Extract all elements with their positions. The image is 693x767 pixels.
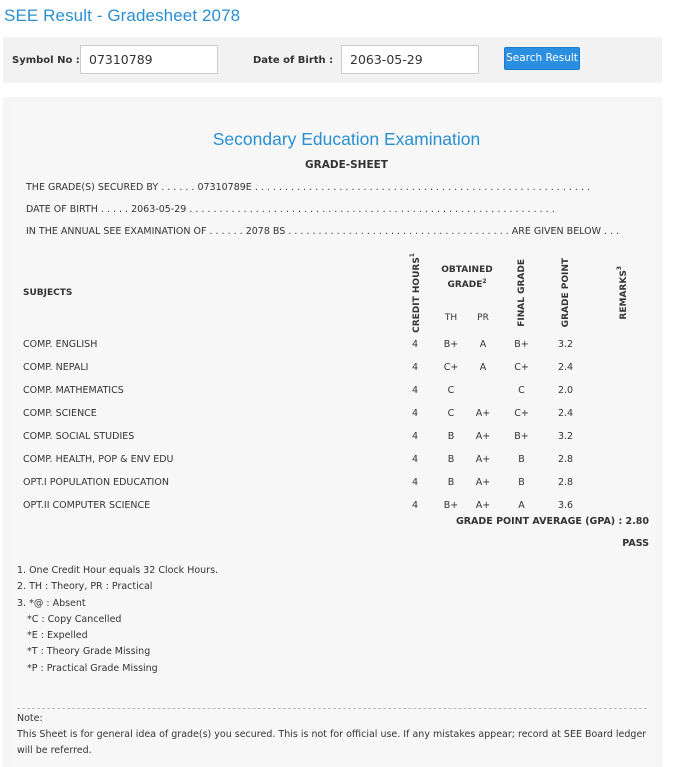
final-grade-cell: A	[518, 499, 525, 511]
final-grade-cell: C	[518, 384, 525, 396]
remarks-cell	[587, 379, 656, 402]
pr-cell: A+	[475, 453, 491, 465]
credit-cell: 4	[411, 338, 419, 350]
remarks-cell	[587, 471, 656, 494]
grade-point-cell: 3.2	[557, 338, 574, 350]
th-cell: B	[447, 476, 455, 488]
result-status: PASS	[622, 538, 649, 549]
subject-cell: COMP. HEALTH, POP & ENV EDU	[23, 453, 174, 465]
final-grade-cell: B	[518, 476, 525, 488]
final-grade-cell: B+	[514, 338, 529, 350]
remarks-cell	[587, 425, 656, 448]
final-grade-cell: C+	[514, 361, 529, 373]
table-row	[14, 494, 656, 517]
table-row	[14, 379, 656, 402]
credit-cell: 4	[411, 407, 419, 419]
grade-point-cell: 2.0	[557, 384, 574, 396]
secured-by-line: THE GRADE(S) SECURED BY . . . . . . 07310789E . . . . . . . . . . . . . . . . . . . . . . . . . . . . . . . . . . . . . . . . . . . . . . . . . . . . . . . .	[26, 182, 591, 193]
credit-cell: 4	[411, 499, 419, 511]
footnote-item: *E : Expelled	[27, 630, 88, 642]
remarks-header: REMARKS$^3$	[615, 266, 629, 320]
subject-cell: OPT.II COMPUTER SCIENCE	[23, 499, 151, 511]
table-row	[14, 402, 656, 425]
remarks-cell	[587, 333, 656, 356]
final-grade-cell: B+	[514, 430, 529, 442]
final-grade-cell: B	[518, 453, 525, 465]
note-heading: Note:	[17, 713, 43, 724]
gpa-line: GRADE POINT AVERAGE (GPA) : 2.80	[455, 516, 649, 527]
credit-hours-header: CREDIT HOURS$^1$	[409, 253, 422, 333]
footnote-item: 3. *@ : Absent	[17, 597, 86, 609]
th-header: TH	[444, 312, 458, 323]
dob-label: Date of Birth :	[253, 55, 334, 66]
th-cell: C	[447, 384, 455, 396]
credit-cell: 4	[411, 430, 419, 442]
pr-cell: A+	[475, 499, 491, 511]
credit-cell: 4	[411, 476, 419, 488]
pr-cell: A	[479, 338, 487, 350]
exam-title: Secondary Education Examination	[212, 129, 481, 149]
subject-cell: COMP. NEPALI	[23, 361, 89, 373]
credit-cell: 4	[411, 384, 419, 396]
disclaimer-note	[17, 711, 647, 759]
dob-line: DATE OF BIRTH . . . . . 2063-05-29 . . . . . . . . . . . . . . . . . . . . . . . . . . . . . . . . . . . . . . . . . . . . . . . . . . . . . . . . . . . . .	[26, 204, 555, 215]
subject-cell: COMP. SOCIAL STUDIES	[23, 430, 135, 442]
note-divider	[17, 708, 647, 709]
grade-point-cell: 3.2	[557, 430, 574, 442]
footnote-item: *C : Copy Cancelled	[27, 613, 122, 625]
subject-cell: COMP. ENGLISH	[23, 338, 98, 350]
note-text: This Sheet is for general idea of grade(s) you secured. This is not for official use. If any mistakes appear; record at SEE Board ledger will be referred.	[17, 729, 647, 756]
th-cell: B+	[443, 338, 459, 350]
grade-point-cell: 2.8	[557, 476, 574, 488]
remarks-cell	[587, 494, 656, 517]
subject-cell: OPT.I POPULATION EDUCATION	[23, 476, 169, 488]
credit-cell: 4	[411, 453, 419, 465]
th-cell: B	[447, 453, 455, 465]
th-cell: B	[447, 430, 455, 442]
pr-cell	[467, 379, 499, 402]
final-grade-cell: C+	[514, 407, 529, 419]
grade-point-cell: 2.4	[557, 361, 574, 373]
symbol-no-label: Symbol No :	[12, 55, 80, 66]
dob-input[interactable]: 2063-05-29	[341, 45, 479, 74]
footnote-item: 2. TH : Theory, PR : Practical	[17, 581, 153, 593]
table-row	[14, 471, 656, 494]
th-cell: B+	[443, 499, 459, 511]
exam-line: IN THE ANNUAL SEE EXAMINATION OF . . . . . . 2078 BS . . . . . . . . . . . . . . . . . . . . . . . . . . . . . . . . . . . . . ARE GIVEN BELOW . . .	[26, 226, 620, 237]
subject-cell: COMP. MATHEMATICS	[23, 384, 124, 396]
table-row	[14, 425, 656, 448]
table-row	[14, 333, 656, 356]
credit-cell: 4	[411, 361, 419, 373]
pr-cell: A+	[475, 407, 491, 419]
remarks-cell	[587, 448, 656, 471]
subject-cell: COMP. SCIENCE	[23, 407, 97, 419]
pr-cell: A+	[475, 476, 491, 488]
grade-table	[14, 253, 656, 517]
footnote-item: *P : Practical Grade Missing	[27, 662, 158, 674]
footnotes	[17, 563, 218, 677]
remarks-cell	[587, 356, 656, 379]
final-grade-header: FINAL GRADE	[516, 259, 527, 327]
obtained-grade-header: OBTAINED GRADE$^2$	[441, 265, 493, 291]
grade-point-cell: 3.6	[557, 499, 574, 511]
pr-cell: A	[479, 361, 487, 373]
page-title: SEE Result - Gradesheet 2078	[4, 6, 241, 25]
subjects-header: SUBJECTS	[23, 287, 73, 298]
footnote-item: *T : Theory Grade Missing	[27, 646, 151, 658]
remarks-cell	[587, 402, 656, 425]
search-result-button[interactable]: Search Result	[504, 47, 580, 70]
grade-point-header: GRADE POINT	[560, 258, 571, 328]
grade-point-cell: 2.4	[557, 407, 574, 419]
footnote-item: 1. One Credit Hour equals 32 Clock Hours.	[17, 565, 219, 576]
pr-cell: A+	[475, 430, 491, 442]
th-cell: C+	[443, 361, 459, 373]
table-row	[14, 448, 656, 471]
table-row	[14, 356, 656, 379]
grade-point-cell: 2.8	[557, 453, 574, 465]
symbol-no-input[interactable]: 07310789	[80, 45, 218, 74]
table-header-row	[14, 253, 656, 302]
th-cell: C	[447, 407, 455, 419]
grade-sheet-title: GRADE-SHEET	[305, 159, 388, 171]
pr-header: PR	[477, 312, 489, 323]
